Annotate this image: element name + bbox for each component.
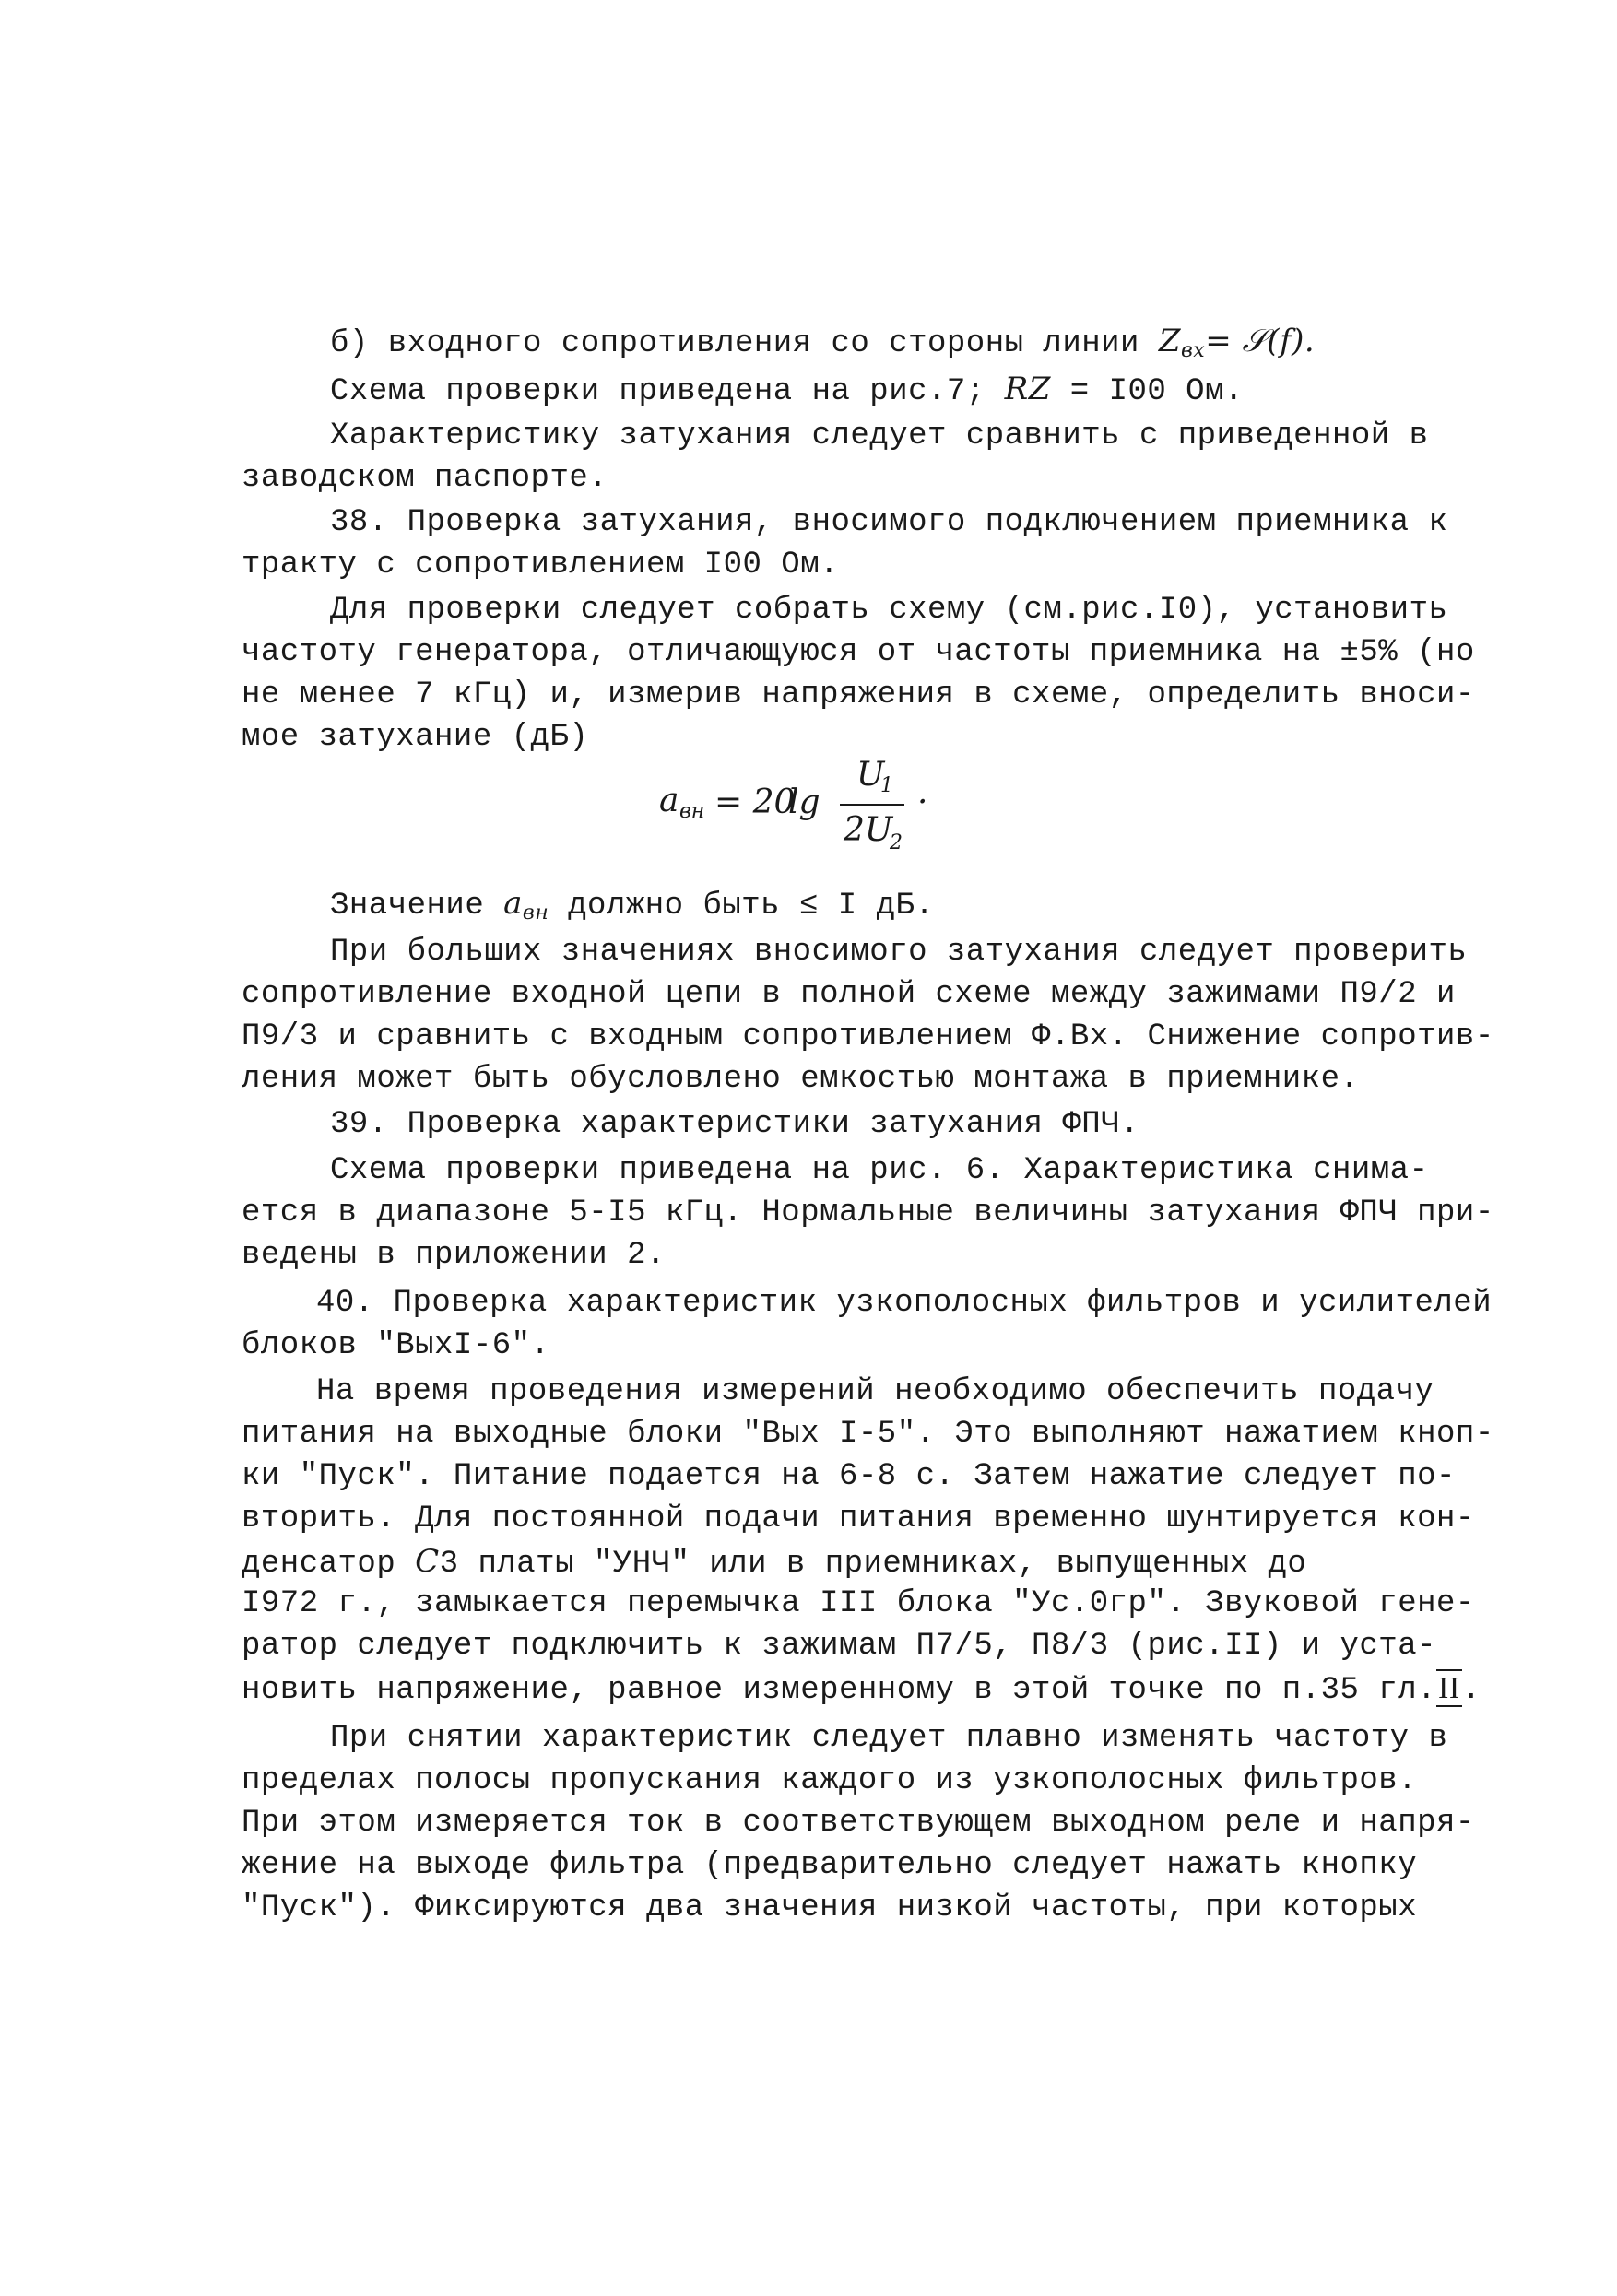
text-line: При больших значениях вносимого затухания следует проверить: [330, 935, 1468, 970]
text-line: новить напряжение, равное измеренному в этой точке по п.35 гл.II.: [242, 1671, 1481, 1708]
text-line: Значение $a_{вн}$ должно быть ≤ I дБ.: [330, 885, 935, 924]
text-line: При снятии характеристик следует плавно изменять частоту в: [330, 1721, 1448, 1756]
text-line: заводском паспорте.: [242, 461, 608, 496]
text-line: На время проведения измерений необходимо обеспечить подачу: [316, 1374, 1434, 1409]
text-line: ратор следует подключить к зажимам П7/5, П8/3 (рис.II) и уста-: [242, 1629, 1437, 1664]
text-line: не менее 7 кГц) и, измерив напряжения в схеме, определить вноси-: [242, 677, 1475, 712]
text-line: Для проверки следует собрать схему (см.рис.I0), установить: [330, 593, 1448, 628]
text-line: пределах полосы пропускания каждого из узкополосных фильтров.: [242, 1763, 1418, 1798]
text-line: ведены в приложении 2.: [242, 1238, 666, 1273]
section-38-heading: 38. Проверка затухания, вносимого подключением приемника к: [330, 505, 1448, 540]
text-line: блоков "ВыхI-6".: [242, 1328, 550, 1363]
text-line: Характеристику затухания следует сравнить с приведенной в: [330, 418, 1429, 453]
attenuation-formula: a вн = 20 lg U 1 2U 2 ·: [659, 756, 928, 854]
text-line: Схема проверки приведена на рис. 6. Характеристика снима-: [330, 1153, 1429, 1188]
fraction-bar: [840, 804, 904, 806]
text-line: жение на выходе фильтра (предварительно следует нажать кнопку: [242, 1848, 1418, 1883]
text-line: "Пуск"). Фиксируются два значения низкой частоты, при которых: [242, 1890, 1418, 1925]
section-40-heading: 40. Проверка характеристик узкополосных фильтров и усилителей: [316, 1286, 1493, 1321]
text-line: I972 г., замыкается перемычка III блока "Ус.0гр". Звуковой гене-: [242, 1586, 1475, 1621]
text-line: ки "Пуск". Питание подается на 6-8 с. Затем нажатие следует по-: [242, 1459, 1456, 1494]
text-line: П9/3 и сравнить с входным сопротивлением Ф.Вх. Снижение сопротив-: [242, 1019, 1494, 1054]
text-line: вторить. Для постоянной подачи питания временно шунтируется кон-: [242, 1501, 1475, 1537]
text-line: питания на выходные блоки "Вых I-5". Это выполняют нажатием кноп-: [242, 1417, 1494, 1452]
text-line: ется в диапазоне 5-I5 кГц. Нормальные величины затухания ФПЧ при-: [242, 1195, 1494, 1230]
text-line: Схема проверки приведена на рис.7; RZ = I00 Ом.: [330, 371, 1244, 409]
text-line: При этом измеряется ток в соответствующем выходном реле и напря-: [242, 1806, 1475, 1841]
section-39-heading: 39. Проверка характеристики затухания ФПЧ.: [330, 1107, 1139, 1142]
text-line: мое затухание (дБ): [242, 720, 589, 755]
text-line: денсатор C3 платы "УНЧ" или в приемниках, выпущенных до: [242, 1543, 1307, 1582]
text-line: частоту генератора, отличающуюся от частоты приемника на ±5% (но: [242, 635, 1475, 670]
text-line: тракту с сопротивлением I00 Ом.: [242, 548, 840, 583]
text-line: сопротивление входной цепи в полной схеме между зажимами П9/2 и: [242, 977, 1456, 1012]
text-line: б) входного сопротивления со стороны линии $Z_{вх}=$ 𝒮(f).: [330, 323, 1316, 362]
text-line: ления может быть обусловлено емкостью монтажа в приемнике.: [242, 1062, 1360, 1097]
